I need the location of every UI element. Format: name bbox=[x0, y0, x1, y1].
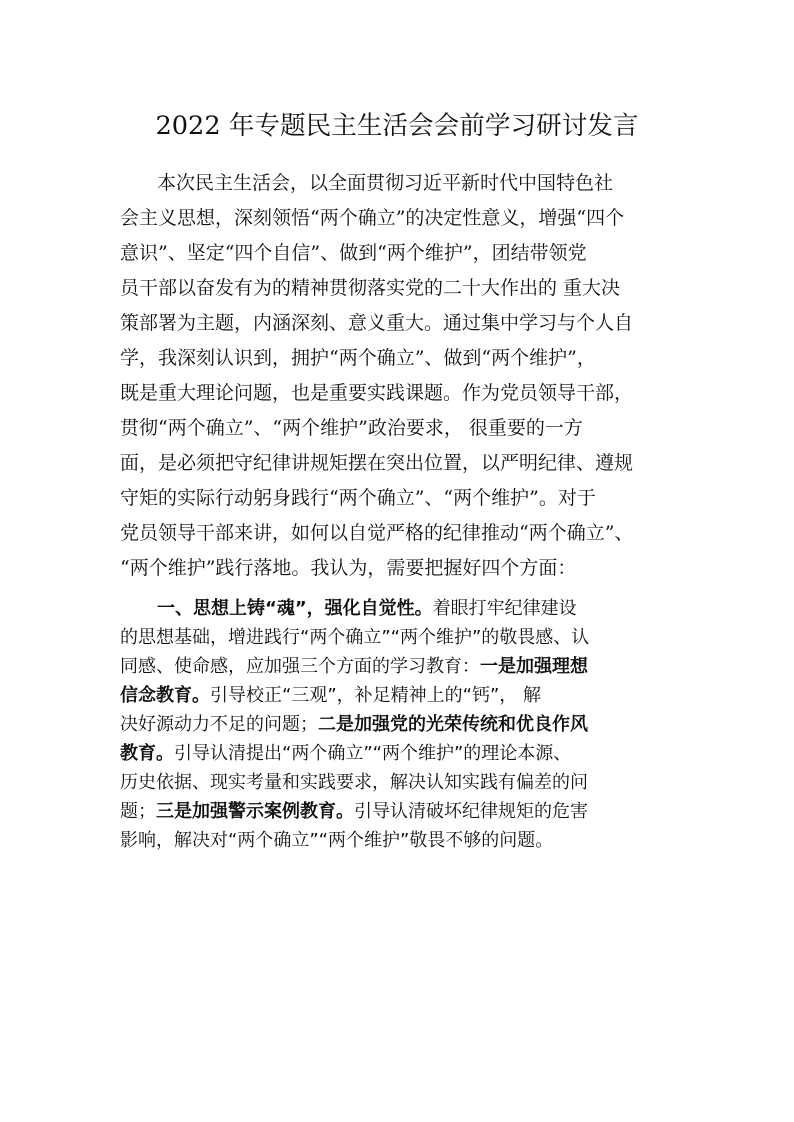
emphasis-text: 三是加强警示案例教育。 bbox=[156, 801, 354, 822]
paragraph-line: 会主义思想，深刻领悟“两个确立”的决定性意义，增强“四个 bbox=[120, 207, 625, 229]
paragraph-line: 既是重大理论问题，也是重要实践课题。作为党员领导干部， bbox=[120, 382, 634, 404]
paragraph-line bbox=[120, 739, 571, 769]
line-text: 引导校正“三观”，补足精神上的“钙”， 解 bbox=[210, 685, 542, 706]
line-text: 引导认清破坏纪律规矩的危害 bbox=[354, 801, 588, 822]
paragraph-line: 影响，解决对“两个确立”“两个维护”敬畏不够的问题。 bbox=[120, 830, 554, 851]
paragraph-line: 面，是必须把守纪律讲规矩摆在突出位置，以严明纪律、遵规 bbox=[120, 452, 634, 474]
paragraph-line: 员干部以奋发有为的精神贯彻落实党的二十大作出的 重大决 bbox=[120, 277, 621, 299]
paragraph-line bbox=[120, 681, 541, 711]
paragraph-line bbox=[120, 797, 588, 827]
paragraph-line bbox=[157, 594, 577, 624]
line-text: 决好源动力不足的问题； bbox=[120, 714, 318, 735]
paragraph-line: 党员领导干部来讲，如何以自觉严格的纪律推动“两个确立”、 bbox=[120, 522, 634, 544]
line-text: 题； bbox=[120, 801, 156, 822]
paragraph-line: 学，我深刻认识到，拥护“两个确立”、做到“两个维护”， bbox=[120, 347, 596, 369]
emphasis-text: 教育。 bbox=[120, 743, 174, 764]
emphasis-text: 二是加强党的光荣传统和优良作风 bbox=[318, 714, 588, 735]
section-heading: 一、思想上铸“魂”，强化自觉性。 bbox=[157, 598, 433, 619]
emphasis-text: 信念教育。 bbox=[120, 685, 210, 706]
paragraph-line: “两个维护”践行落地。我认为，需要把握好四个方面： bbox=[120, 557, 577, 579]
paragraph-line: 的思想基础，增进践行“两个确立”“两个维护”的敬畏感、认 bbox=[120, 627, 590, 648]
line-text: 引导认清提出“两个确立”“两个维护”的理论本源、 bbox=[174, 743, 572, 764]
paragraph-line: 本次民主生活会，以全面贯彻习近平新时代中国特色社 bbox=[157, 172, 614, 194]
paragraph-line: 意识”、坚定“四个自信”、做到“两个维护”，团结带领党 bbox=[120, 242, 587, 264]
paragraph-line: 贯彻“两个确立”、“两个维护”政治要求， 很重要的一方 bbox=[120, 417, 583, 439]
paragraph-line: 守矩的实际行动躬身践行“两个确立”、“两个维护”。对于 bbox=[120, 487, 596, 509]
paragraph-line: 历史依据、现实考量和实践要求，解决认知实践有偏差的问 bbox=[120, 772, 588, 793]
page-title: 2022 年专题民主生活会会前学习研讨发言 bbox=[155, 111, 639, 141]
paragraph-line bbox=[120, 710, 588, 740]
paragraph-line bbox=[120, 652, 588, 682]
emphasis-text: 一是加强理想 bbox=[480, 656, 588, 677]
line-text: 着眼打牢纪律建设 bbox=[432, 598, 577, 619]
paragraph-line: 策部署为主题，内涵深刻、意义重大。通过集中学习与个人自 bbox=[120, 312, 634, 334]
line-text: 同感、使命感，应加强三个方面的学习教育： bbox=[120, 656, 480, 677]
